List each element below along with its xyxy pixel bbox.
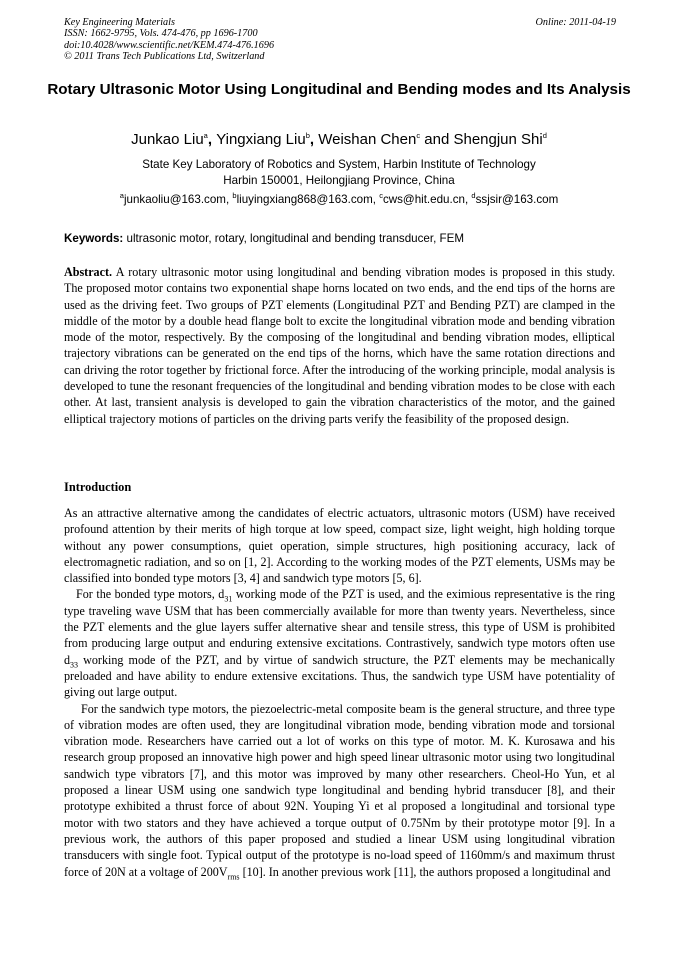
affiliation-line: State Key Laboratory of Robotics and System, Harbin Institute of Technology — [142, 158, 536, 171]
online-date: Online: 2011-04-19 — [535, 17, 616, 28]
email-address[interactable]: cws@hit.edu.cn — [382, 193, 465, 206]
keywords-label: Keywords: — [64, 232, 124, 245]
keywords — [64, 231, 616, 247]
author-name: Shengjun Shi — [453, 131, 543, 148]
paragraph-text: For the bonded type motors, d — [76, 587, 225, 602]
author-name: Junkao Liu — [131, 131, 204, 148]
affiliation-line: Harbin 150001, Heilongjiang Province, China — [223, 174, 455, 187]
author-list — [40, 130, 638, 150]
author-superscript: d — [542, 131, 547, 140]
author-superscript: b — [305, 131, 310, 140]
abstract-text: A rotary ultrasonic motor using longitudinal and bending vibration modes is proposed in this study. The proposed motor contains two exponential shape horns located on two ends, and the end tips of the horns are used as the driving feet. Two groups of PZT elements (Longitudinal PZT and Bending PZT) are clamped in the middle of the motor by a double head flange bolt to excite the longitudinal vibration mode and bending vibration mode of the motor, respectively. By the composing of the longitudinal and bending vibration modes, elliptical trajectory vibrations can be generated on the end tips of the horns, which have the same rotation directions and can driving the rotor together by frictional force. After the introducing of the working principle, modal analysis is developed to tune the resonant frequencies of the longitudinal and bending vibration modes to be close with each other. At last, transient analysis is developed to gain the vibration characteristics of the motor, and the gained elliptical trajectory motions of particles on the driving parts verify the feasibility of the proposed design. — [64, 265, 615, 426]
section-heading-introduction: Introduction — [64, 480, 132, 494]
issn-line: ISSN: 1662-9795, Vols. 474-476, pp 1696-1700 — [64, 28, 258, 40]
author-superscript: a — [203, 131, 208, 140]
paragraph — [64, 586, 615, 700]
doi-line: doi:10.4028/www.scientific.net/KEM.474-476.1696 — [64, 39, 275, 51]
keywords-text: ultrasonic motor, rotary, longitudinal and bending transducer, FEM — [126, 232, 464, 245]
affiliation — [40, 157, 638, 189]
paragraph — [64, 701, 615, 880]
email-address[interactable]: liuyingxiang868@163.com — [236, 193, 373, 206]
subscript: rms — [227, 871, 240, 881]
introduction-body — [64, 505, 615, 880]
author-separator: , — [207, 131, 217, 148]
paragraph-text: working mode of the PZT is used, and the eximious representative is the ring type traveling wave USM that has been commercially available for more than twenty years. Nevertheless, since the PZT elements and the glue layers suffer alternative shear and tensile stress, this type of USM is prohibited from producing large output and enduring extensive excitations. Contrastively, sandwich type motors often use d — [64, 587, 615, 667]
journal-name: Key Engineering Materials — [64, 17, 175, 28]
email-address[interactable]: ssjsir@163.com — [475, 193, 559, 206]
email-address[interactable]: junkaoliu@163.com — [123, 193, 226, 206]
email-list: $^a$junkaoliu@163.com, $^b$liuyingxiang868@163.com, $^c$cws@hit.edu.cn, $^d$ssjsir@163.com — [119, 191, 559, 206]
paragraph-text: working mode of the PZT, and by virtue of sandwich structure, the PZT elements may be mechanically preloaded and have ability to endure extensive excitations. Thus, the sandwich type USM have potentiality of giving out large output. — [64, 652, 615, 700]
author-superscript: c — [416, 131, 421, 140]
subscript: 31 — [224, 594, 233, 604]
paragraph-text: [10]. In another previous work [11], the authors proposed a longitudinal and — [239, 864, 611, 879]
paragraph-text: For the sandwich type motors, the piezoelectric-metal composite beam is the general structure, and three type of vibration modes are often used, they are longitudinal vibration mode, bending vibration mode and torsional vibration mode. Researchers have carried out a lot of works on this type of motor. M. K. Kurosawa and his research group proposed an innovative high power and high speed linear ultrasonic motor using two longitudinal sandwich type vibrators [7], and this motor was improved by many other researchers. Cheol-Ho Yun, et al proposed a linear USM using one sandwich type longitudinal and bending hybrid transducer [8], and their prototype exhibited a thrust force of about 92N. Youping Yi et al proposed a longitudinal and torsional type motor with two stators and they have achieved a torque output of 0.75Nm by their prototype motor [9]. In a previous work, the authors of this paper proposed and studied a linear USM using longitudinal vibration transducers with single foot. Typical output of the prototype is no-load speed of 1160mm/s and maximum thrust force of 20N at a voltage of 200V — [64, 701, 615, 879]
paper-title: Rotary Ultrasonic Motor Using Longitudinal and Bending modes and Its Analysis — [47, 81, 631, 98]
subscript: 33 — [70, 660, 79, 670]
abstract-label: Abstract. — [64, 265, 113, 279]
abstract — [64, 264, 615, 427]
paragraph: As an attractive alternative among the candidates of electric actuators, ultrasonic motors (USM) have received profound attention by their merits of high torque at low speed, compact size, light weight, high holding torque without any power consumptions, quiet operation, simple structures, high positioning accuracy, lack of electromagnetic radiation, and so on [1, 2]. According to the working modes of the PZT elements, USMs may be classified into bonded type motors [3, 4] and sandwich type motors [5, 6]. — [64, 506, 615, 586]
email-superscript: d — [471, 191, 476, 201]
email-superscript: b — [232, 191, 237, 201]
author-separator: , — [309, 131, 319, 148]
copyright-line: © 2011 Trans Tech Publications Ltd, Switzerland — [64, 51, 265, 63]
author-name: Weishan Chen — [318, 131, 417, 148]
email-superscript: c — [379, 191, 383, 201]
email-superscript: a — [119, 191, 124, 201]
author-name: Yingxiang Liu — [216, 131, 306, 148]
author-and: and — [420, 131, 454, 148]
journal-header — [64, 17, 616, 63]
